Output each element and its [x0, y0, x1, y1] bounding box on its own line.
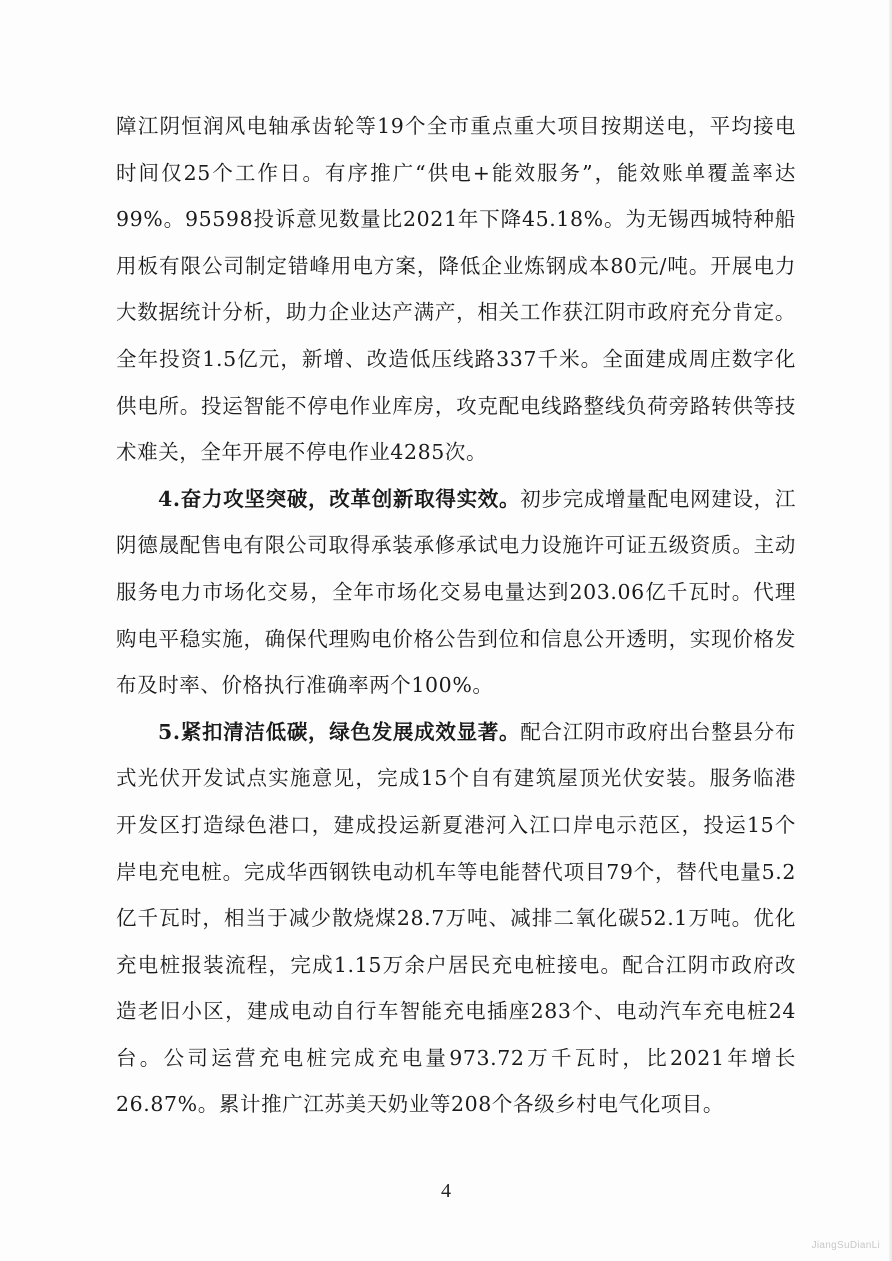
paragraph-text: 障江阴恒润风电轴承齿轮等19个全市重点重大项目按期送电，平均接电时间仅25个工作日。有序推广“供电+能效服务”，能效账单覆盖率达99%。95598投诉意见数量比2021年下降45.18%。为无锡西城特种船用板有限公司制定错峰用电方案，降低企业炼钢成本80元/吨。开展电力大数据统计分析，助力企业达产满产，相关工作获江阴市政府充分肯定。全年投资1.5亿元，新增、改造低压线路337千米。全面建成周庄数字化供电所。投运智能不停电作业库房，攻克配电线路整线负荷旁路转供等技术难关，全年开展不停电作业4285次。	[116, 114, 796, 465]
paragraph-reform-innovation	[116, 476, 796, 709]
paragraph-continued	[116, 103, 796, 476]
paragraph-green-development	[116, 709, 796, 1128]
page-number: 4	[441, 1180, 451, 1202]
watermark-text: JiangSuDianLi	[811, 1240, 880, 1251]
document-body	[116, 103, 796, 1128]
paragraph-heading: 5.紧扣清洁低碳，绿色发展成效显著。	[158, 719, 521, 744]
paragraph-text: 配合江阴市政府出台整县分布式光伏开发试点实施意见，完成15个自有建筑屋顶光伏安装。服务临港开发区打造绿色港口，建成投运新夏港河入江口岸电示范区，投运15个岸电充电桩。完成华西钢铁电动机车等电能替代项目79个，替代电量5.2亿千瓦时，相当于减少散烧煤28.7万吨、减排二氧化碳52.1万吨。优化充电桩报装流程，完成1.15万余户居民充电桩接电。配合江阴市政府改造老旧小区，建成电动自行车智能充电插座283个、电动汽车充电桩24台。公司运营充电桩完成充电量973.72万千瓦时，比2021年增长26.87%。累计推广江苏美天奶业等208个各级乡村电气化项目。	[116, 719, 796, 1117]
paragraph-heading: 4.奋力攻坚突破，改革创新取得实效。	[158, 486, 521, 511]
paragraph-text: 初步完成增量配电网建设，江阴德晟配售电有限公司取得承装承修承试电力设施许可证五级资质。主动服务电力市场化交易，全年市场化交易电量达到203.06亿千瓦时。代理购电平稳实施，确保代理购电价格公告到位和信息公开透明，实现价格发布及时率、价格执行准确率两个100%。	[116, 486, 796, 698]
